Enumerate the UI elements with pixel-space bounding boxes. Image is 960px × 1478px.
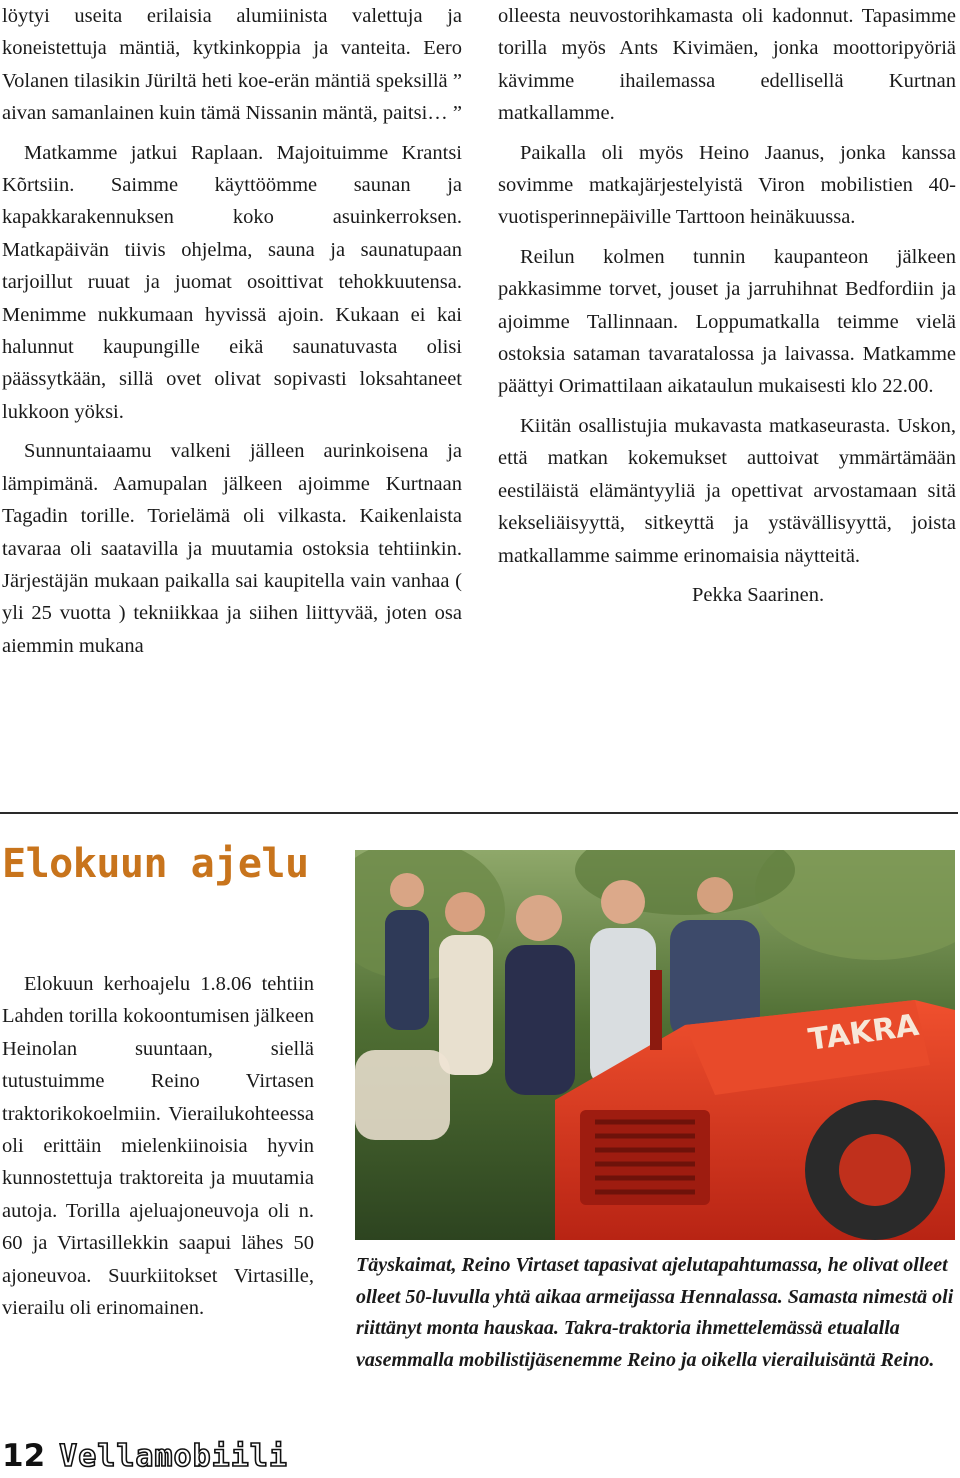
photo-caption: Täyskaimat, Reino Virtaset tapasivat ajelutapahtumassa, he olivat olleet olleet 50-luvulla yhtä aikaa armeijassa Hennalassa. Samasta nimestä oli riittänyt monta hauskaa. Takra-traktoria ihmettelemässä etualalla vasemmalla mobilistijäsenemme Reino ja oikella vierailuisäntä Reino. [356, 1254, 954, 1371]
page-number: 12 [2, 1438, 46, 1474]
article-body [2, 968, 314, 1324]
paragraph: Matkamme jatkui Raplaan. Majoituimme Krantsi Kõrtsiin. Saimme käyttöömme saunan ja kapakkarakennuksen koko asuinkerroksen. Matkapäivän tiivis ohjelma, sauna ja saunatupaan tarjoillut ruuat ja juomat osoittivat tehokkuutensa. Menimme nukkumaan hyvissä ajoin. Kukaan ei kai halunnut kaupungille eikä saunatuvasta olisi päässytkään, sillä ovet olivat sopivasti loksahtaneet lukkoon yöksi. [2, 141, 462, 423]
article-photo [355, 850, 955, 1240]
section-divider [0, 812, 958, 814]
paragraph: Reilun kolmen tunnin kaupanteon jälkeen pakkasimme torvet, jouset ja jarruhihnat Bedfordiin ja ajoimme Tallinnaan. Loppumatkalla teimme vielä ostoksia sataman tavaratalossa ja laivassa. Matkamme päättyi Orimattilaan aikataulun mukaisesti klo 22.00. [498, 245, 956, 398]
tractor-badge: TAKRA [806, 1007, 921, 1058]
article-headline: Elokuun ajelu [2, 841, 309, 887]
magazine-name: Vellamobiili [59, 1439, 288, 1474]
column-left [2, 0, 462, 662]
page-footer [2, 1438, 288, 1478]
paragraph: olleesta neuvostorihkamasta oli kadonnut. Tapasimme torilla myös Ants Kivimäen, jonka moottoripyöriä kävimme ihailemassa edellisellä Kurtnan matkallamme. [498, 5, 956, 125]
author-signature: Pekka Saarinen. [692, 583, 825, 606]
paragraph: Paikalla oli myös Heino Jaanus, jonka kanssa sovimme matkajärjestelyistä Viron mobilistien 40-vuotisperinnepäiville Tarttoon heinäkuussa. [498, 141, 956, 229]
paragraph: löytyi useita erilaisia alumiinista valettuja ja koneistettuja mäntiä, kytkinkoppia ja vanteita. Eero Volanen tilasikin Jüriltä heti koe-erän mäntiä speksillä ” aivan samanlainen kuin tämä Nissanin mäntä, paitsi… ” [2, 5, 462, 125]
tractor-photo-illustration [355, 850, 955, 1240]
column-right [498, 0, 956, 618]
paragraph: Elokuun kerhoajelu 1.8.06 tehtiin Lahden torilla kokoontumisen jälkeen Heinolan suuntaan, siellä tutustuimme Reino Virtasen traktorikokoelmiin. Vierailukohteessa oli erittäin mielenkiinoisia hyvin kunnostettuja traktoreita ja muutamia autoja. Torilla ajeluajoneuvoja oli n. 60 ja Virtasillekkin saapui lähes 50 ajoneuvoa. Suurkiitokset Virtasille, vierailu oli erinomainen. [2, 973, 314, 1320]
paragraph: Sunnuntaiaamu valkeni jälleen aurinkoisena ja lämpimänä. Aamupalan jälkeen ajoimme Kurtnaan Tagadin torille. Torielämä oli vilkasta. Kaikenlaista tavaraa oli saatavilla ja muutamia ostoksia tehtiinkin. Järjestäjän mukaan paikalla sai kaupitella vain vanhaa ( yli 25 vuotta ) tekniikkaa ja siihen liittyvää, joten osa aiemmin mukana [2, 440, 462, 657]
paragraph: Kiitän osallistujia mukavasta matkaseurasta. Uskon, että matkan kokemukset auttoivat ymmärtämään eestiläistä elämäntyyliä ja opettivat arvostamaan sitä kekseliäisyyttä, sitkeyttä ja ystävällisyyttä, joista matkallamme saimme erinomaisia näytteitä. [498, 414, 956, 567]
